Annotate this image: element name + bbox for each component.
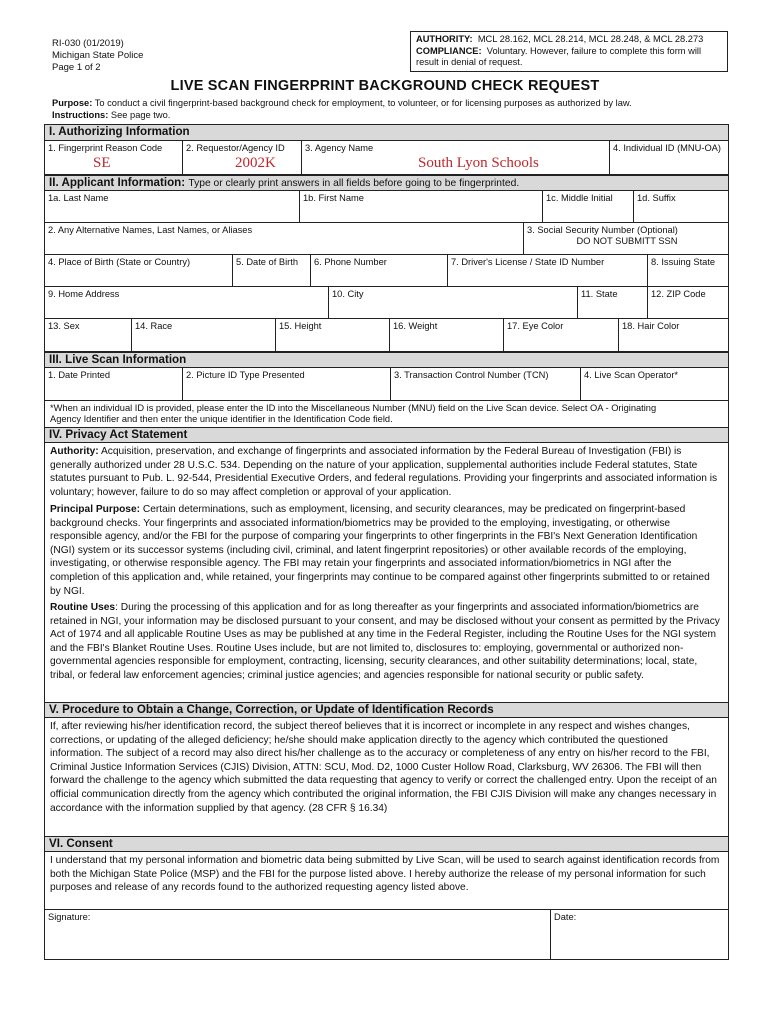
- date-printed-field[interactable]: [45, 368, 182, 400]
- privacy-routine-text: : During the processing of this application and for as long thereafter as your fingerprints and associated information/biometrics are retained in NGI, your information may be disclosed pursuant to your consent, and may be disclosed without your consent as permitted by the Privacy Act of 1974 and all applicable Routine Uses as may be published at any time in the Federal Register, including the Routine Uses for the NGI system and the FBI's Blanket Routine Uses. Routine Uses include, but are not limited to, disclosures to: employing, governmental or authorized non-governmental agencies responsible for employment, contracting, licensing, security clearances, and other suitability determinations; local, state, tribal, or federal law enforcement agencies; criminal justice agencies; and agencies responsible for national security or public safety.: [50, 602, 720, 681]
- section-consent-heading: VI. Consent: [45, 836, 728, 852]
- ssn-note: DO NOT SUBMITT SSN: [576, 236, 678, 246]
- compliance-label: COMPLIANCE:: [416, 45, 482, 56]
- authority-label: AUTHORITY:: [416, 34, 473, 44]
- ssn-label: 3. Social Security Number (Optional): [527, 225, 678, 235]
- sex-label: 13. Sex: [48, 321, 80, 331]
- operator-label: 4. Live Scan Operator*: [584, 370, 679, 380]
- license-label: 7. Driver's License / State ID Number: [451, 257, 605, 267]
- reason-code-value: SE: [93, 155, 111, 171]
- date-label: Date:: [554, 912, 577, 922]
- privacy-routine-label: Routine Uses: [50, 602, 116, 613]
- privacy-principal-text: Certain determinations, such as employment, licensing, and security clearances, may be predicated on fingerprint-based background checks. Your fingerprints and associated information/biometrics may be provided to the employing, investigating, or otherwise responsible agency, and/or the FBI for the purpose of comparing your fingerprints to other fingerprints in the FBI's Next Generation Identification (NGI) system or its successor systems (including civil, criminal, and latent fingerprint repositories) or other available records of the employing, investigating, or otherwise responsible agency. The FBI may retain your fingerprints and associated information/biometrics in NGI after the completion of this application and, while retained, your fingerprints may continue to be compared against other fingerprints submitted to or retained by NGI.: [50, 504, 710, 597]
- authorizing-row: [45, 141, 728, 175]
- section-authorizing-heading: I. Authorizing Information: [45, 125, 728, 141]
- last-name-label: 1a. Last Name: [48, 193, 109, 203]
- alias-row: [45, 223, 728, 255]
- compliance-text-cont: result in denial of request.: [416, 57, 523, 67]
- privacy-principal-label: Principal Purpose:: [50, 504, 141, 515]
- operator-field[interactable]: [580, 368, 730, 400]
- dob-label: 5. Date of Birth: [236, 257, 299, 267]
- form-id: RI-030 (01/2019): [52, 38, 124, 49]
- livescan-note-line2: Agency Identifier and then enter the unique identifier in the Identification Code field.: [50, 414, 393, 425]
- date-field[interactable]: [550, 910, 730, 959]
- authority-box: [410, 31, 728, 72]
- requestor-id-label: 2. Requestor/Agency ID: [186, 143, 285, 153]
- state-field[interactable]: [577, 287, 647, 318]
- livescan-row: [45, 368, 728, 401]
- tcn-label: 3. Transaction Control Number (TCN): [394, 370, 549, 380]
- privacy-authority-para: [50, 445, 722, 499]
- last-name-field[interactable]: [45, 191, 299, 222]
- instructions-text: See page two.: [110, 109, 171, 120]
- section-procedure-heading: V. Procedure to Obtain a Change, Correction, or Update of Identification Records: [45, 702, 728, 718]
- reason-code-label: 1. Fingerprint Reason Code: [48, 143, 163, 153]
- date-printed-label: 1. Date Printed: [48, 370, 111, 380]
- phone-label: 6. Phone Number: [314, 257, 387, 267]
- picture-id-label: 2. Picture ID Type Presented: [186, 370, 305, 380]
- sex-field[interactable]: [45, 319, 131, 351]
- dob-field[interactable]: [232, 255, 310, 286]
- compliance-text: Voluntary. However, failure to complete this form will: [486, 45, 702, 56]
- home-address-field[interactable]: [45, 287, 328, 318]
- suffix-label: 1d. Suffix: [637, 193, 676, 203]
- ssn-field[interactable]: [523, 223, 730, 254]
- first-name-label: 1b. First Name: [303, 193, 364, 203]
- physical-row: [45, 319, 728, 352]
- picture-id-field[interactable]: [182, 368, 390, 400]
- race-field[interactable]: [131, 319, 275, 351]
- page-number: Page 1 of 2: [52, 62, 101, 73]
- signature-label: Signature:: [48, 912, 91, 922]
- form-body: [44, 124, 729, 960]
- city-field[interactable]: [328, 287, 577, 318]
- procedure-text: If, after reviewing his/her identification record, the subject thereof believes that it is incorrect or incomplete in any respect and wishes changes, corrections, or updating of the alleged deficiency; he/she should make application directly to the agency which contributed the questioned information. The subject of a record may also direct his/her challenge as to the accuracy or completeness of any entry on his/her record to the FBI, Criminal Justice Information Services (CJIS) Division, ATTN: SCU, Mod. D2, 1000 Custer Hollow Road, Clarksburg, WV 26306. The FBI will then forward the challenge to the agency which submitted the data requesting that agency to verify or correct the challenged entry. Upon the receipt of an official communication directly from the agency which contributed the original information, the FBI CJIS Division will make any changes necessary in accordance with the information supplied by that agency. (28 CFR § 16.34): [50, 721, 717, 814]
- first-name-field[interactable]: [299, 191, 542, 222]
- birth-row: [45, 255, 728, 287]
- signature-field[interactable]: [45, 910, 550, 959]
- zip-field[interactable]: [647, 287, 730, 318]
- privacy-principal-para: [50, 503, 722, 598]
- hair-color-label: 18. Hair Color: [622, 321, 680, 331]
- address-row: [45, 287, 728, 319]
- purpose-text: To conduct a civil fingerprint-based background check for employment, to volunteer, or for licensing purposes as authorized by law.: [94, 98, 632, 108]
- applicant-heading-title: II. Applicant Information:: [49, 176, 186, 189]
- applicant-heading-sub: Type or clearly print answers in all fields before going to be fingerprinted.: [188, 178, 520, 189]
- privacy-authority-label: Authority:: [50, 446, 99, 457]
- middle-initial-field[interactable]: [542, 191, 633, 222]
- alt-names-label: 2. Any Alternative Names, Last Names, or Aliases: [48, 225, 253, 235]
- state-label: 11. State: [581, 289, 618, 299]
- middle-initial-label: 1c. Middle Initial: [546, 193, 613, 203]
- issuing-state-field[interactable]: [647, 255, 730, 286]
- height-field[interactable]: [275, 319, 389, 351]
- livescan-note: [45, 401, 728, 429]
- section-livescan-heading: III. Live Scan Information: [45, 352, 728, 368]
- privacy-routine-para: [50, 601, 722, 683]
- agency-name-value: South Lyon Schools: [418, 155, 539, 171]
- individual-id-label: 4. Individual ID (MNU-OA): [613, 143, 721, 153]
- eye-color-field[interactable]: [503, 319, 618, 351]
- section-privacy-heading: IV. Privacy Act Statement: [45, 427, 728, 443]
- weight-field[interactable]: [389, 319, 503, 351]
- agency-name-header: Michigan State Police: [52, 50, 144, 61]
- authority-text: MCL 28.162, MCL 28.214, MCL 28.248, & MCL 28.273: [477, 34, 704, 44]
- zip-label: 12. ZIP Code: [651, 289, 706, 299]
- tcn-field[interactable]: [390, 368, 580, 400]
- signature-row: [45, 909, 728, 959]
- name-row: [45, 191, 728, 223]
- requestor-id-value: 2002K: [235, 155, 276, 171]
- section-applicant-heading: [45, 175, 728, 191]
- privacy-authority-text: Acquisition, preservation, and exchange of fingerprints and associated information by the Federal Bureau of Investigation (FBI) is generally authorized under 28 U.S.C. 534. Depending on the nature of your application, supplemental authorities include Federal statutes, State statutes pursuant to Pub. L. 92-544, Presidential Executive Orders, and federal regulations. Providing your fingerprints and associated information is voluntary; however, failure to do so may affect completion or approval of your application.: [50, 446, 718, 498]
- weight-label: 16. Weight: [393, 321, 438, 331]
- birth-place-field[interactable]: [45, 255, 232, 286]
- home-address-label: 9. Home Address: [48, 289, 120, 299]
- page-title: LIVE SCAN FINGERPRINT BACKGROUND CHECK REQUEST: [170, 78, 600, 94]
- city-label: 10. City: [332, 289, 364, 299]
- reason-code-field[interactable]: [45, 141, 182, 174]
- issuing-state-label: 8. Issuing State: [651, 257, 716, 267]
- livescan-note-line1: *When an individual ID is provided, please enter the ID into the Miscellaneous Number (MNU) field on the Live Scan device. Select OA - Originating: [50, 403, 657, 413]
- agency-name-label: 3. Agency Name: [305, 143, 374, 153]
- purpose-label: Purpose:: [52, 98, 93, 108]
- eye-color-label: 17. Eye Color: [507, 321, 564, 331]
- consent-text: I understand that my personal information and biometric data being submitted by Live Scan, will be used to search against identification records from both the Michigan State Police (MSP) and the FBI for the purpose listed above. I hereby authorize the release of my personal information for such purposes and release of any records found to the authorized requesting agency listed above.: [50, 855, 720, 894]
- race-label: 14. Race: [135, 321, 173, 331]
- height-label: 15. Height: [279, 321, 322, 331]
- phone-field[interactable]: [310, 255, 447, 286]
- form-header-left: [52, 38, 143, 74]
- birth-place-label: 4. Place of Birth (State or Country): [48, 257, 191, 267]
- license-field[interactable]: [447, 255, 647, 286]
- suffix-field[interactable]: [633, 191, 730, 222]
- individual-id-field[interactable]: [609, 141, 730, 174]
- alt-names-field[interactable]: [45, 223, 523, 254]
- intro: [52, 98, 632, 121]
- hair-color-field[interactable]: [618, 319, 730, 351]
- instructions-label: Instructions:: [52, 109, 109, 120]
